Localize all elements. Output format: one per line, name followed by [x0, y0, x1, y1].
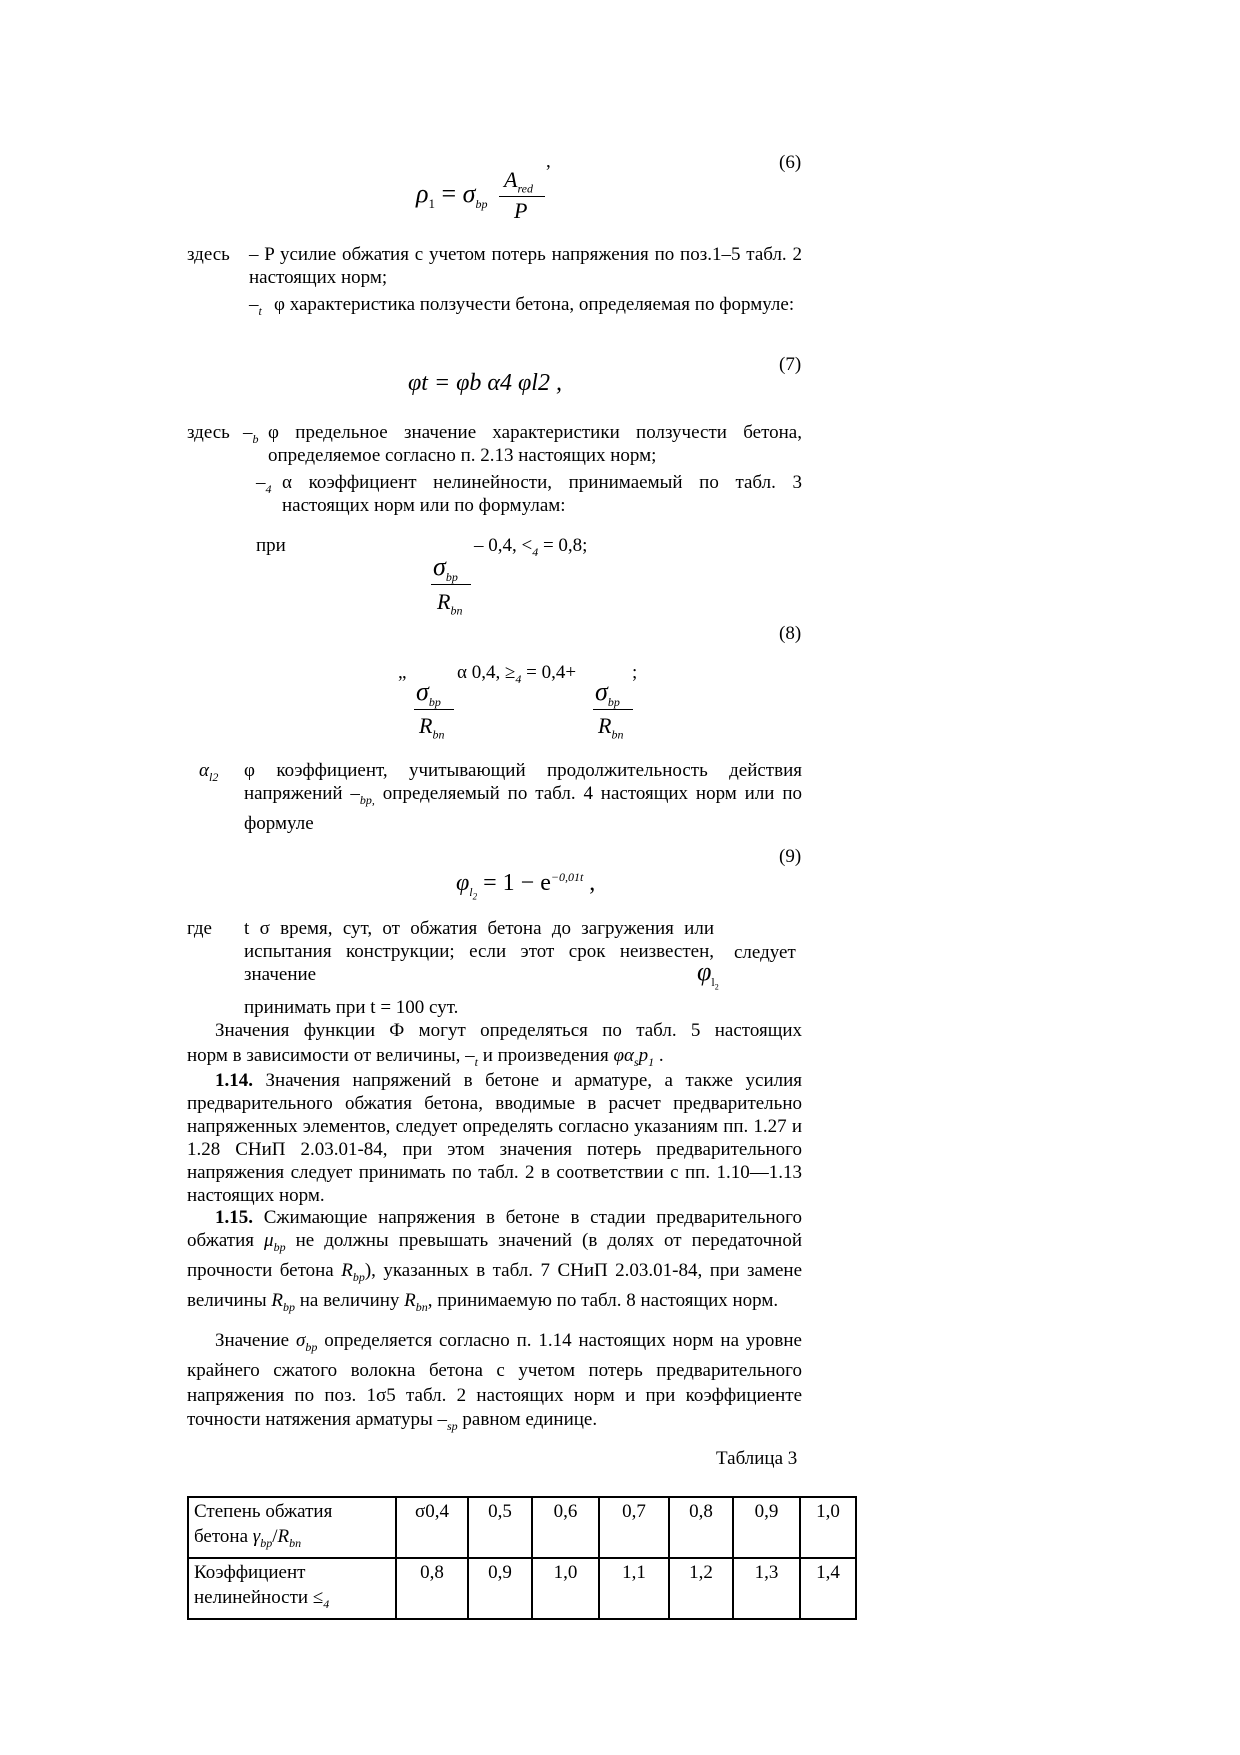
- defs3-item: φ коэффициент, учитывающий продолжительность действия напряжений $-_{bp,}$ определяемый по табл. 4 настоящих норм или по формуле: [244, 760, 802, 834]
- table-cell: 1,0: [800, 1497, 856, 1558]
- defs2-phi-b-marker: $-_b$: [243, 422, 259, 446]
- formula-6-number: (6): [779, 152, 802, 173]
- para-1-14-number: 1.14.: [215, 1070, 253, 1091]
- formula-9-number: (9): [779, 846, 802, 867]
- formula-8-frac3-line: [593, 709, 633, 710]
- table-3-caption: Таблица 3: [716, 1448, 798, 1469]
- formula-6-numerator: $A_{red}$: [504, 167, 534, 196]
- table-3: [187, 1496, 857, 1620]
- defs1-lead: здесь: [187, 244, 230, 265]
- defs4-t-item-last: принимать при t = 100 сут.: [244, 997, 459, 1018]
- sigma-symbol: σ: [462, 179, 476, 208]
- table-cell: 1,2: [669, 1558, 733, 1619]
- para-1-15: 1.15. Сжимающие напряжения в бетоне в стадии предварительного обжатия $\mu_{bp}$ не должны превышать значений (в долях от передаточной прочности бетона $R_{bp}$), указанных в табл. 7 СНиП 2.03.01-84, при замене величины $R_{bp}$ на величину $R_{bn}$, принимаемую по табл. 8 настоящих норм.: [187, 1207, 803, 1314]
- formula-8-frac3-den: $R_{bn}$: [598, 713, 624, 742]
- table-3-row1-head: Степень обжатия бетона $\gamma_{bp}/R_{bn}$: [188, 1497, 396, 1558]
- formula-9: $\varphi_{l_2} = 1 - e^{-0,01t}$ ,: [456, 870, 596, 902]
- table-cell: 1,3: [733, 1558, 800, 1619]
- table-row: [188, 1497, 856, 1558]
- table-cell: σ0,4: [396, 1497, 468, 1558]
- table-cell: 0,6: [532, 1497, 599, 1558]
- rho-symbol: ρ: [416, 179, 429, 208]
- para-phi-line1: Значения функции Ф могут определяться по табл. 5 настоящих: [215, 1020, 802, 1041]
- defs4-t-item: t σ время, сут, от обжатия бетона до загружения или испытания конструкции; если этот срок неизвестен, значение: [244, 918, 714, 985]
- defs2-phi-b-item: φ предельное значение характеристики ползучести бетона, определяемое согласно п. 2.13 настоящих норм;: [268, 422, 802, 466]
- table-cell: 0,9: [733, 1497, 800, 1558]
- formula-8-frac3-num: $\sigma_{bp}$: [595, 677, 620, 710]
- table-cell: 1,4: [800, 1558, 856, 1619]
- sigma-sub: bp: [475, 197, 488, 212]
- para-1-14: 1.14. Значения напряжений в бетоне и арматуре, а также усилия предварительного обжатия бетона, вводимые в расчет предварительно напряженных элементов, следует определять согласно указаниям пп. 1.27 и 1.28 СНиП 2.03.01-84, при этом значения потерь предварительного напряжения следует принимать по табл. 2 в соответствии с пп. 1.10—1.13 настоящих норм.: [187, 1070, 802, 1206]
- table-3-row2-head: Коэффициент нелинейности $\le_4$: [188, 1558, 396, 1619]
- formula-8-line2-semicolon: ;: [632, 662, 638, 683]
- formula-8-frac1-den: $R_{bn}$: [437, 589, 463, 618]
- defs3-marker: $\alpha_{l2}$: [199, 760, 219, 784]
- formula-8-line2-lead: „: [398, 662, 407, 683]
- formula-6: [416, 179, 488, 216]
- defs1-p-item: – P усилие обжатия с учетом потерь напряжения по поз.1–5 табл. 2 настоящих норм;: [249, 244, 802, 288]
- table-cell: 0,8: [396, 1558, 468, 1619]
- table-cell: 1,0: [532, 1558, 599, 1619]
- table-row: [188, 1558, 856, 1619]
- equals: =: [441, 179, 457, 208]
- formula-8-number: (8): [779, 623, 802, 644]
- formula-6-fraction-line: [499, 196, 545, 197]
- formula-8-line2: α 0,4, $\ge_4 = 0,4+$: [457, 662, 577, 686]
- table-cell: 0,8: [669, 1497, 733, 1558]
- formula-7: φt = φb α4 φl2 ,: [408, 370, 562, 396]
- defs4-phi-symbol: $\varphi_{l_2}$: [697, 957, 719, 992]
- defs4-lead: где: [187, 918, 212, 939]
- table-cell: 1,1: [599, 1558, 669, 1619]
- para-sigma: Значение $\sigma_{bp}$ определяется согласно п. 1.14 настоящих норм на уровне крайнего сжатого волокна бетона с учетом потерь предварительного напряжения по поз. 1σ5 табл. 2 настоящих норм и при коэффициенте точности натяжения арматуры $-_{sp}$ равном единице.: [187, 1330, 802, 1434]
- para-phi-line2: норм в зависимости от величины, $-_t$ и произведения $\varphi\alpha_sp_1$ .: [187, 1045, 664, 1069]
- defs2-lead: здесь: [187, 422, 230, 443]
- formula-8-frac1-num: $\sigma_{bp}$: [433, 552, 458, 585]
- formula-8-frac2-line: [414, 709, 454, 710]
- para-1-15-number: 1.15.: [215, 1207, 253, 1228]
- table-cell: 0,5: [468, 1497, 532, 1558]
- defs4-t-item-end: следует: [734, 942, 796, 963]
- formula-8-frac1-line: [431, 584, 471, 585]
- rho-sub: 1: [428, 196, 435, 212]
- formula-6-denominator: P: [514, 198, 528, 223]
- formula-8-frac2-den: $R_{bn}$: [419, 713, 445, 742]
- defs1-phi-marker: $-_t$: [249, 294, 262, 318]
- defs2-alpha-item: α коэффициент нелинейности, принимаемый по табл. 3 настоящих норм или по формулам:: [282, 472, 802, 516]
- formula-6-comma: ,: [546, 151, 551, 172]
- formula-7-number: (7): [779, 354, 802, 375]
- formula-8-frac2-num: $\sigma_{bp}$: [416, 677, 441, 710]
- defs1-phi-item: φ характеристика ползучести бетона, определяемая по формуле:: [274, 294, 795, 315]
- defs2-alpha-marker: $-_4$: [256, 472, 272, 496]
- table-cell: 0,9: [468, 1558, 532, 1619]
- table-cell: 0,7: [599, 1497, 669, 1558]
- formula-8-line1: – 0,4, $<_4 = 0,8$;: [474, 535, 588, 559]
- formula-8-line1-lead: при: [256, 535, 286, 556]
